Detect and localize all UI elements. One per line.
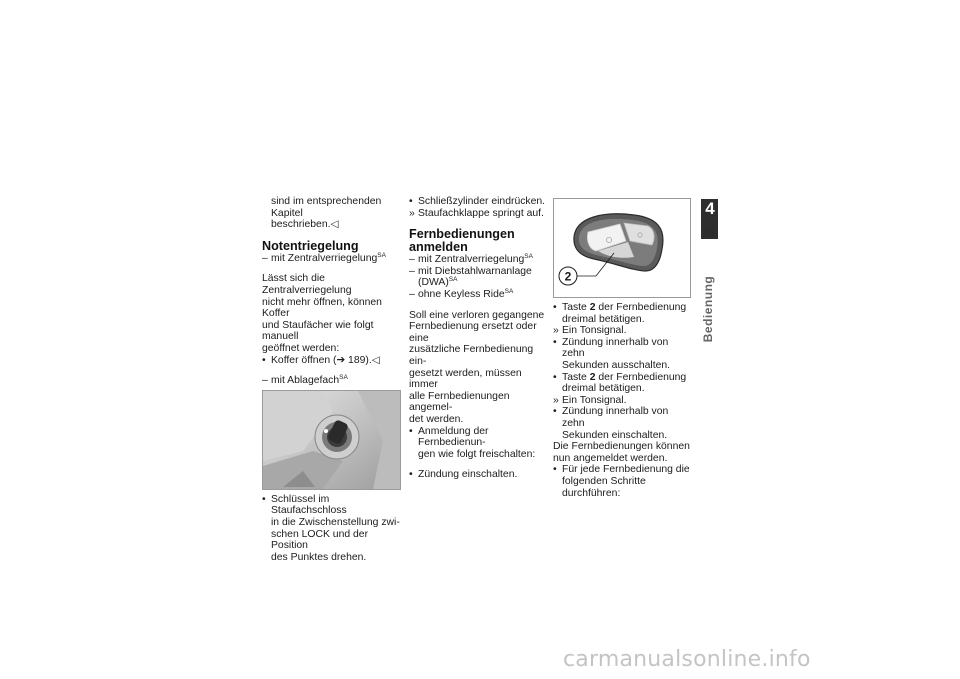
bullet-item: • Taste 2 der Fernbedienung [553, 302, 693, 314]
heading-notentriegelung: Notentriegelung [262, 238, 359, 253]
continued-text-line: sind im entsprechenden Kapitel [271, 196, 382, 219]
section-label: Bedienung [701, 275, 715, 343]
paragraph-line: nun angemeldet werden. [553, 452, 668, 464]
column-2 [409, 196, 547, 481]
bullet-item: • Zündung innerhalb von zehn [553, 406, 693, 429]
paragraph-line: und Staufächer wie folgt manuell [262, 319, 374, 343]
watermark: carmanualsonline.info [563, 647, 811, 672]
chapter-number: 4 [705, 199, 715, 218]
bullet-continuation: Sekunden einschalten. [562, 429, 668, 441]
bullet-item: • Taste 2 der Fernbedienung [553, 372, 693, 384]
requirement-item: – mit Zentralverriegelung$^{SA}$ [262, 253, 402, 265]
storage-lock-figure [262, 390, 401, 490]
bullet-item: • Anmeldung der Fernbedienun- [409, 426, 547, 449]
bullet-item: • Zündung innerhalb von zehn [553, 337, 693, 360]
heading-fernbedienungen: Fernbedienungen [409, 227, 515, 242]
result-item: » Ein Tonsignal. [553, 395, 693, 407]
callout-2: 2 [564, 269, 572, 284]
bullet-item: • Schlüssel im Staufachschloss [262, 494, 402, 517]
paragraph-line: geöffnet werden: [262, 342, 340, 354]
page-number: 93 [704, 228, 715, 238]
bullet-item: • Für jede Fernbedienung die [553, 464, 693, 476]
bullet-continuation: schen LOCK und der Position [271, 528, 369, 552]
bullet-item: • Koffer öffnen (➔ 189).◁ [262, 355, 402, 367]
bullet-continuation: dreimal betätigen. [562, 313, 645, 325]
requirement-continuation: (DWA)$^{SA}$ [418, 276, 458, 289]
result-item: » Staufachklappe springt auf. [409, 208, 547, 220]
remote-control-figure [553, 198, 691, 298]
requirement-item: – ohne Keyless Ride$^{SA}$ [409, 289, 547, 301]
paragraph-line: gesetzt werden, müssen immer [409, 367, 522, 391]
bullet-item: • Schließzylinder eindrücken. [409, 196, 547, 208]
paragraph-line: zusätzliche Fernbedienung ein- [409, 344, 534, 367]
requirement-item: – mit Zentralverriegelung$^{SA}$ [409, 254, 547, 266]
paragraph-line: det werden. [409, 413, 464, 425]
paragraph-line: Die Fernbedienungen können [553, 441, 690, 453]
bullet-item: • Zündung einschalten. [409, 469, 547, 481]
bullet-continuation: in die Zwischenstellung zwi- [271, 516, 400, 528]
paragraph-line: Soll eine verloren gegangene [409, 309, 545, 321]
column-3 [553, 196, 693, 499]
paragraph-line: Fernbedienung ersetzt oder eine [409, 321, 537, 344]
bullet-continuation: gen wie folgt freischalten: [418, 448, 536, 460]
bullet-continuation: des Punktes drehen. [271, 551, 367, 563]
paragraph-line: nicht mehr öffnen, können Koffer [262, 296, 382, 320]
requirement-item: – mit Ablagefach$^{SA}$ [262, 375, 402, 387]
column-1 [262, 196, 402, 563]
bullet-continuation: folgenden Schritte durchführen: [562, 475, 646, 499]
requirement-item: – mit Diebstahlwarnanlage [409, 266, 547, 278]
result-item: » Ein Tonsignal. [553, 325, 693, 337]
paragraph-line: Lässt sich die Zentralverriegelung [262, 273, 352, 296]
bullet-continuation: Sekunden ausschalten. [562, 359, 671, 371]
paragraph-line: alle Fernbedienungen angemel- [409, 390, 510, 414]
continued-text-line: beschrieben.◁ [271, 219, 339, 231]
heading-anmelden: anmelden [409, 240, 468, 255]
bullet-continuation: dreimal betätigen. [562, 383, 645, 395]
